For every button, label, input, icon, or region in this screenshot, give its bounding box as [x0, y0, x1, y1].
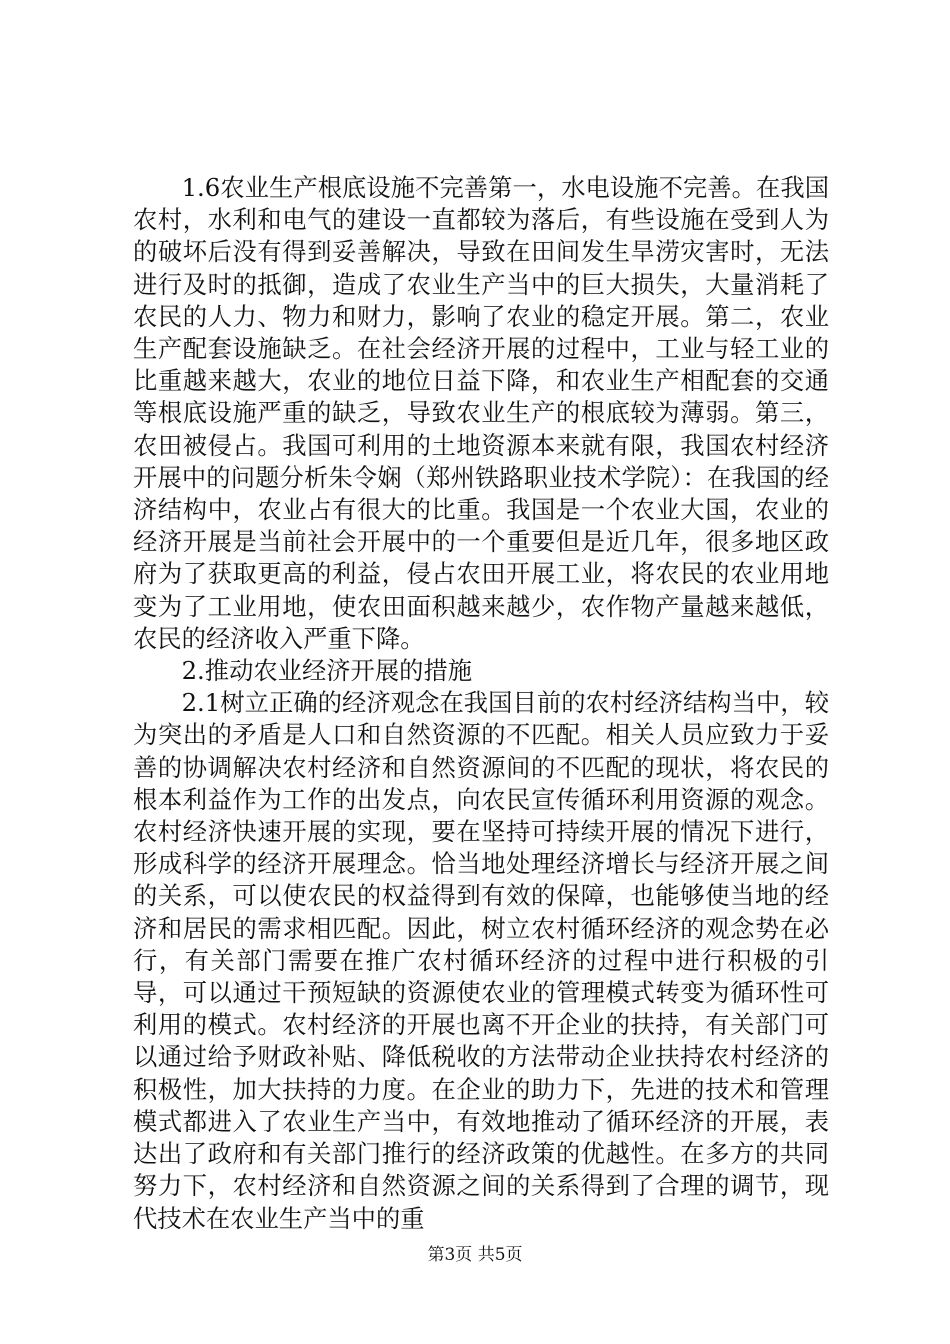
paragraph-economic-concept: 2.1树立正确的经济观念在我国目前的农村经济结构当中，较为突出的矛盾是人口和自然资源的不匹配。相关人员应致力于妥善的协调解决农村经济和自然资源间的不匹配的现状，将农民的根本利益作为工作的出发点，向农民宣传循环利用资源的观念。农村经济快速开展的实现，要在坚持可持续开展的情况下进行，形成科学的经济开展理念。恰当地处理经济增长与经济开展之间的关系，可以使农民的权益得到有效的保障，也能够使当地的经济和居民的需求相匹配。因此，树立农村循环经济的观念势在必行，有关部门需要在推广农村循环经济的过程中进行积极的引导，可以通过干预短缺的资源使农业的管理模式转变为循环性可利用的模式。农村经济的开展也离不开企业的扶持，有关部门可以通过给予财政补贴、降低税收的方法带动企业扶持农村经济的积极性，加大扶持的力度。在企业的助力下，先进的技术和管理模式都进入了农业生产当中，有效地推动了循环经济的开展，表达出了政府和有关部门推行的经济政策的优越性。在多方的共同努力下，农村经济和自然资源之间的关系得到了合理的调节，现代技术在农业生产当中的重 — [133, 688, 829, 1233]
document-body — [133, 172, 829, 1235]
section-heading-measures: 2.推动农业经济开展的措施 — [181, 656, 473, 686]
page-number-footer: 第3页 共5页 — [427, 1245, 523, 1265]
paragraph-agricultural-infrastructure: 1.6农业生产根底设施不完善第一，水电设施不完善。在我国农村，水利和电气的建设一直都较为落后，有些设施在受到人为的破坏后没有得到妥善解决，导致在田间发生旱涝灾害时，无法进行及时的抵御，造成了农业生产当中的巨大损失，大量消耗了农民的人力、物力和财力，影响了农业的稳定开展。第二，农业生产配套设施缺乏。在社会经济开展的过程中，工业与轻工业的比重越来越大，农业的地位日益下降，和农业生产相配套的交通等根底设施严重的缺乏，导致农业生产的根底较为薄弱。第三，农田被侵占。我国可利用的土地资源本来就有限，我国农村经济开展中的问题分析朱令娴（郑州铁路职业技术学院）：在我国的经济结构中，农业占有很大的比重。我国是一个农业大国，农业的经济开展是当前社会开展中的一个重要但是近几年，很多地区政府为了获取更高的利益，侵占农田开展工业，将农民的农业用地变为了工业用地，使农田面积越来越少，农作物产量越来越低，农民的经济收入严重下降。 — [133, 173, 829, 653]
